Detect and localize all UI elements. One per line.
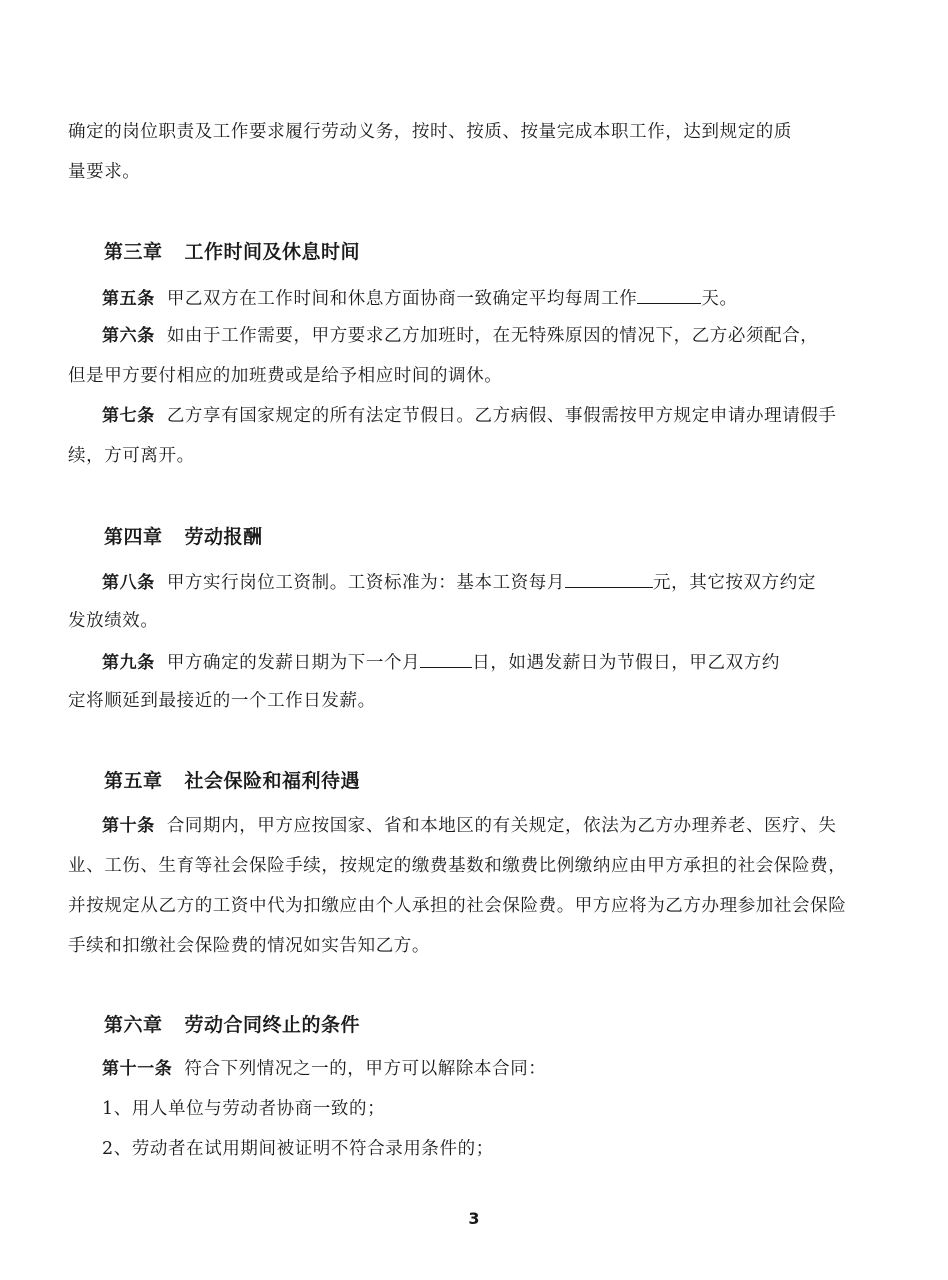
intro-line-1: 确定的岗位职责及工作要求履行劳动义务，按时、按质、按量完成本职工作，达到规定的质 <box>68 122 792 142</box>
chapter-4-number: 第四章 <box>104 526 163 548</box>
article-7-label: 第七条 <box>102 406 155 426</box>
article-10-label: 第十条 <box>102 816 155 836</box>
page-number: 3 <box>468 1209 480 1228</box>
article-8-line-1 <box>102 569 888 595</box>
article-9-text-before: 甲方确定的发薪日期为下一个月 <box>166 653 421 673</box>
list-item: 1、用人单位与劳动者协商一致的； <box>102 1099 386 1119</box>
article-8-label: 第八条 <box>102 573 155 593</box>
article-10-line-1 <box>102 814 888 838</box>
chapter-5-title: 社会保险和福利待遇 <box>184 770 361 792</box>
article-10-text-1: 合同期内，甲方应按国家、省和本地区的有关规定，依法为乙方办理养老、医疗、失 <box>166 816 837 836</box>
chapter-4-heading <box>104 524 263 550</box>
chapter-6-number: 第六章 <box>104 1014 163 1036</box>
days-per-week-blank[interactable] <box>637 285 701 304</box>
article-6-text-1: 如由于工作需要，甲方要求乙方加班时，在无特殊原因的情况下，乙方必须配合， <box>166 326 819 346</box>
article-11-text: 符合下列情况之一的，甲方可以解除本合同： <box>184 1059 547 1079</box>
article-9-text-after: 日，如遇发薪日为节假日，甲乙双方约 <box>472 653 780 673</box>
article-8-line-2: 发放绩效。 <box>68 611 159 631</box>
article-10-line-3: 并按规定从乙方的工资中代为扣缴应由个人承担的社会保险费。甲方应将为乙方办理参加社会保险 <box>68 896 847 916</box>
article-9-line-2: 定将顺延到最接近的一个工作日发薪。 <box>68 691 376 711</box>
chapter-3-heading <box>104 239 360 265</box>
article-10-line-4: 手续和扣缴社会保险费的情况如实告知乙方。 <box>68 936 430 956</box>
article-7-text-1: 乙方享有国家规定的所有法定节假日。乙方病假、事假需按甲方规定申请办理请假手 <box>166 406 837 426</box>
chapter-6-heading <box>104 1012 360 1038</box>
article-9-label: 第九条 <box>102 653 155 673</box>
chapter-3-title: 工作时间及休息时间 <box>184 241 361 263</box>
article-10-line-2: 业、工伤、生育等社会保险手续，按规定的缴费基数和缴费比例缴纳应由甲方承担的社会保险费， <box>68 856 847 876</box>
article-6-line-2: 但是甲方要付相应的加班费或是给予相应时间的调休。 <box>68 366 503 386</box>
article-5-text-before: 甲乙双方在工作时间和休息方面协商一致确定平均每周工作 <box>166 289 638 309</box>
list-item: 2、劳动者在试用期间被证明不符合录用条件的； <box>102 1139 494 1159</box>
article-8-text-after: 元，其它按双方约定 <box>653 573 816 593</box>
article-11-label: 第十一条 <box>102 1059 173 1079</box>
chapter-3-number: 第三章 <box>104 241 163 263</box>
chapter-6-title: 劳动合同终止的条件 <box>184 1014 361 1036</box>
article-6-line-1 <box>102 324 888 348</box>
article-11 <box>102 1057 888 1081</box>
article-5-label: 第五条 <box>102 289 155 309</box>
article-5-text-after: 天。 <box>701 289 738 309</box>
chapter-5-heading <box>104 768 360 794</box>
article-6-label: 第六条 <box>102 326 155 346</box>
base-salary-blank[interactable] <box>565 569 653 588</box>
article-5 <box>102 285 888 311</box>
intro-line-2: 量要求。 <box>68 162 141 182</box>
chapter-4-title: 劳动报酬 <box>184 526 263 548</box>
article-7-line-1 <box>102 404 888 428</box>
chapter-5-number: 第五章 <box>104 770 163 792</box>
pay-day-blank[interactable] <box>420 649 472 668</box>
article-7-line-2: 续，方可离开。 <box>68 446 195 466</box>
article-9-line-1 <box>102 649 888 675</box>
article-8-text-before: 甲方实行岗位工资制。工资标准为：基本工资每月 <box>166 573 566 593</box>
